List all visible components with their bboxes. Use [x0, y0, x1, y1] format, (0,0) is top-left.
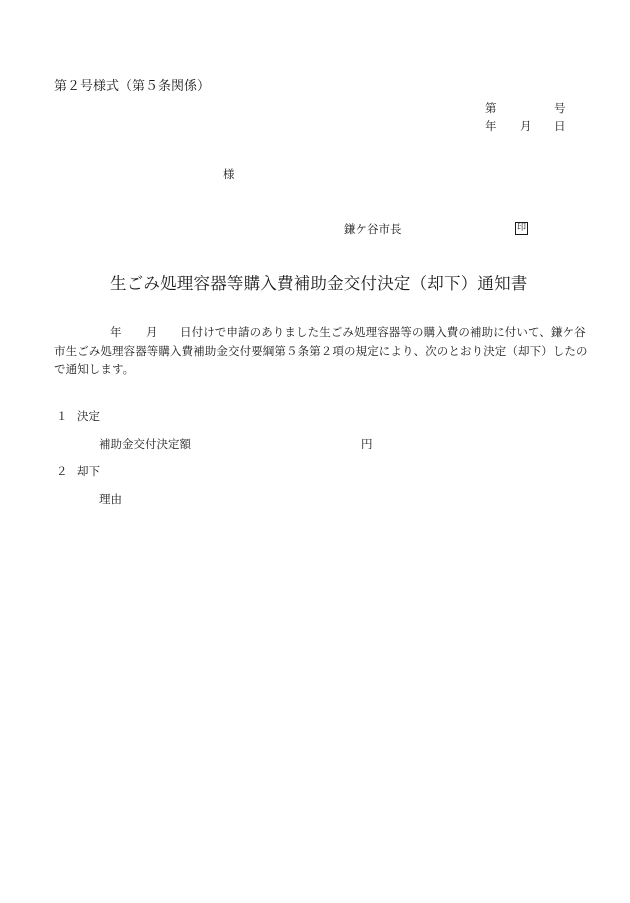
subsidy-amount-unit: 円 [361, 437, 373, 451]
subsidy-amount-label: 補助金交付決定額 [99, 437, 191, 451]
sender-name: 鎌ケ谷市長 [344, 222, 402, 236]
body-line1-year: 年 [110, 325, 122, 339]
doc-number-dai: 第 [485, 101, 497, 115]
section1-number: １ [56, 409, 68, 423]
reason-label: 理由 [99, 492, 122, 506]
date-day: 日 [554, 119, 566, 133]
doc-number-go: 号 [554, 101, 566, 115]
section2-label: 却下 [77, 464, 100, 478]
addressee-suffix: 様 [223, 167, 235, 181]
body-line1-text: 日付けで申請のありました生ごみ処理容器等の購入費の補助に付いて、鎌ケ谷 [180, 325, 586, 339]
section2-number: ２ [56, 464, 68, 478]
body-line3: で通知します。 [54, 362, 135, 376]
seal-box: 印 [516, 223, 526, 233]
section1-label: 決定 [77, 409, 100, 423]
document-title: 生ごみ処理容器等購入費補助金交付決定（却下）通知書 [110, 274, 528, 293]
form-id: 第２号様式（第５条関係） [54, 79, 211, 94]
body-line1-month: 月 [146, 325, 158, 339]
date-month: 月 [520, 119, 532, 133]
body-line2: 市生ごみ処理容器等購入費補助金交付要綱第５条第２項の規定により、次のとおり決定（却下）したの [54, 344, 588, 358]
date-year: 年 [485, 119, 497, 133]
